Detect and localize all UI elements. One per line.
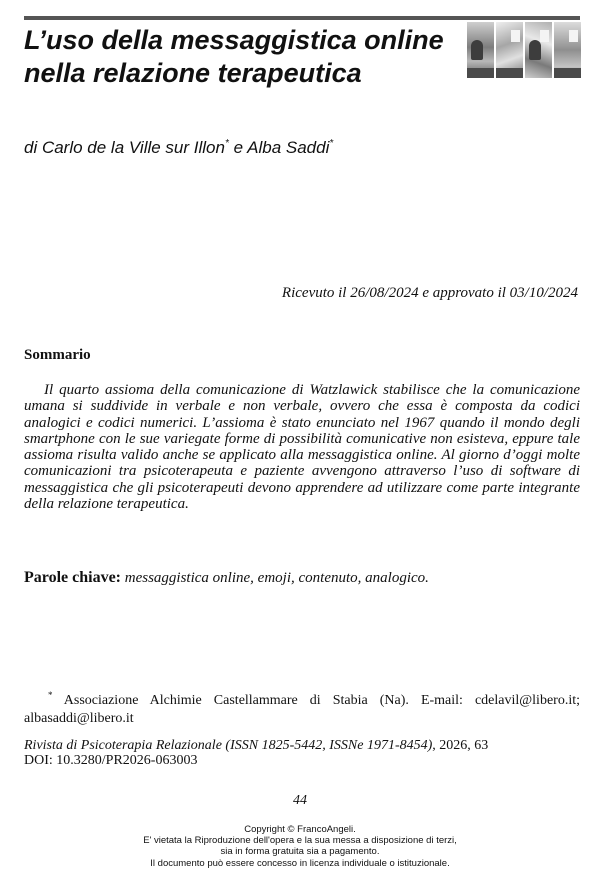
copyright-line-3: sia in forma gratuita sia a pagamento.	[220, 846, 380, 858]
author-footnote-mark-1: *	[224, 138, 229, 149]
copyright-line-1: Copyright © FrancoAngeli.	[244, 824, 356, 835]
keywords	[24, 569, 429, 587]
journal-citation	[24, 738, 580, 768]
footnote-mark: *	[48, 690, 53, 700]
header-photo-2	[496, 22, 523, 78]
keywords-label: Parole chiave:	[24, 569, 122, 586]
footnote-text: Associazione Alchimie Castellammare di Stabia (Na). E-mail: cdelavil@libero.it; albasaddi@libero.it	[24, 693, 580, 726]
copyright-notice	[0, 824, 600, 869]
top-rule	[24, 16, 580, 20]
authors-prefix: di Carlo de la Ville sur Illon	[24, 138, 225, 157]
copyright-line-4: Il documento può essere concesso in licenza individuale o istituzionale.	[150, 857, 450, 869]
summary-text: Il quarto assioma della comunicazione di Watzlawick stabilisce che la comunicazione umana si suddivide in verbale e non verbale, ovvero che essa è composta da codici analogici e codici numerici. L’assioma è stato enunciato nel 1967 quando il mondo degli smartphone con le sue variegate forme di possibilità comunicative non esisteva, eppure tale assioma risulta valido anche se applicato alla messaggistica online. Al giorno d’oggi molte comunicazioni tra psicoterapeuta e paziente avvengono attraverso l’uso di software di messaggistica che gli psicoterapeuti devono apprendere ad utilizzare come parte integrante della relazione terapeutica.	[24, 382, 580, 513]
journal-issue: , 2026, 63	[432, 738, 489, 753]
authors-join: e Alba Saddi	[228, 138, 330, 157]
author-footnote-mark-2: *	[329, 138, 334, 149]
received-approved-dates: Ricevuto il 26/08/2024 e approvato il 03/10/2024	[281, 285, 578, 301]
journal-doi: DOI: 10.3280/PR2026-063003	[24, 753, 198, 768]
journal-name: Rivista di Psicoterapia Relazionale (ISSN 1825-5442, ISSNe 1971-8454)	[24, 738, 433, 753]
summary-heading: Sommario	[24, 347, 91, 363]
header-photo-4	[554, 22, 581, 78]
copyright-line-2: E' vietata la Riproduzione dell'opera e la sua messa a disposizione di terzi,	[143, 835, 457, 847]
header-photo-3	[525, 22, 552, 78]
header-photo-1	[467, 22, 494, 78]
article-authors	[24, 133, 333, 159]
page-number: 44	[293, 793, 307, 808]
affiliation-footnote	[24, 686, 580, 728]
header-photo-strip	[467, 22, 581, 78]
article-title: L’uso della messaggistica online nella relazione terapeutica	[24, 25, 444, 88]
keywords-list: messaggistica online, emoji, contenuto, analogico.	[124, 570, 429, 586]
